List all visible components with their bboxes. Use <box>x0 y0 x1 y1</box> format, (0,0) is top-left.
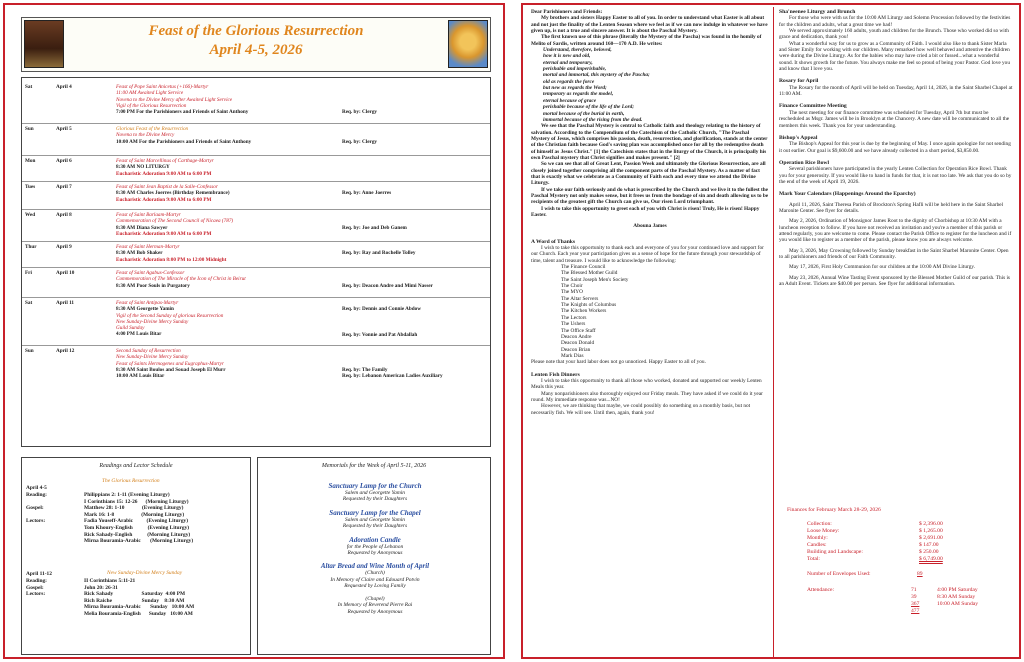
reading-value: Melia Bouramia-English Sunday 10:00 AM <box>84 610 193 617</box>
attendance-label: Attendance: <box>807 587 835 593</box>
schedule-divider <box>22 209 490 210</box>
memorial-line: (Church) <box>365 570 385 577</box>
calendar-item: May 17, 2026, First Holy Communion for our children at the 10:00 AM Divine Liturgy. <box>789 264 975 271</box>
column-divider <box>773 7 774 657</box>
schedule-day: Mon <box>25 158 36 164</box>
schedule-line: New Sunday-Divine Mercy Sunday <box>116 318 189 325</box>
schedule-line: Glorious Feast of the Resurrection <box>116 126 189 132</box>
schedule-line: 8:30 AM Saint Boulos and Souad Joseph El Murr <box>116 366 226 373</box>
reading-row <box>26 525 250 532</box>
reading-row <box>26 492 250 499</box>
schedule-line: 8:30 AM Georgette Yamin <box>116 306 174 313</box>
schedule-line: Feast of Saints Hermogenes and Eugraphus-Martyr <box>116 360 224 367</box>
memorials-title: Memorials for the Week of April 5-11, 2026 <box>321 463 427 469</box>
attendance-count: 477 <box>911 608 920 614</box>
schedule-day: Thur <box>25 244 37 250</box>
schedule-divider <box>22 123 490 124</box>
schedule-line: Feast of Saint Agabus-Confessor <box>116 270 185 276</box>
finance-amount: $ 250.00 <box>919 549 939 555</box>
schedule-events <box>116 300 336 338</box>
memorial-heading: Adoration Candle <box>349 535 401 544</box>
schedule-date: April 9 <box>56 244 72 250</box>
memorial-line: Requested by their Daughters <box>342 523 408 530</box>
calendar-item: May 23, 2026, Annual Wine Tasting Event sponsored by the Blessed Mother Guild of our parish. This is an Adult Event. Tickets are $40.00 per person. See flyer for additional information. <box>779 274 1010 288</box>
schedule-request: Req. by: Vonnie and Pat Abdallah <box>342 331 418 338</box>
poem-line: but new as regards the Word; <box>543 85 607 92</box>
thanks-list <box>531 264 769 359</box>
fish-p2: Many nonparishioners also thoroughly enjoyed our Friday meals. They have asked if we could do it year round. My immediate response was...NO! <box>531 390 763 403</box>
right-page <box>521 3 1021 659</box>
letter-p4: So we can see that all of Great Lent, Passion Week and ultimately the Glorious Resurrection, are all closely joined together comprising all the component parts of the Paschal Mystery. As a matter of fact that is exactly what we celebrate as a Community of Faith each and every time we attend the Divine Liturgy. <box>531 161 766 187</box>
thanks-title: A Word of Thanks <box>531 238 576 245</box>
appeal-p1: The Bishop's Appeal for this year is due by the beginning of May. I once again apologize for not sending it out earlier. Our goal is $9,600.00 and we have already collected in a short period, $3,850.00. <box>779 141 1011 154</box>
left-column <box>531 9 769 657</box>
thanks-item: The Kitchen Workers <box>561 308 607 315</box>
memorial-line: Requested by Anonymous <box>347 550 403 557</box>
calendar-item: April 11, 2026, Saint Theresa Parish of Brockton's Spring Hafli will be held here in the Saint Sharbel Maronite Center. See flyer for details. <box>779 201 1004 214</box>
schedule-request: Req. by: Joe and Deb Ganem <box>342 224 407 231</box>
memorial-line: Requested by Anonymous <box>347 608 403 615</box>
schedule-date: April 4 <box>56 84 72 90</box>
schedule-line: Feast of Saint Herman-Martyr <box>116 244 180 250</box>
schedule-divider <box>22 345 490 346</box>
schedule-request: Req. by: Ray and Rochelle Tolley <box>342 250 416 257</box>
fish-title: Lenten Fish Dinners <box>531 371 580 378</box>
reading-row <box>26 538 250 545</box>
ricebowl-p1: Several parishioners have participated in the yearly Lenten Collection for Operation Rice Bowl. Thank you for your generosity. If you would like to hand in funds for that, it is not too late. We ask that you do so by the end of the week of April 19, 2026. <box>779 166 1012 185</box>
finance-amount: $ 147.00 <box>919 542 939 548</box>
reading-label: Gospel: <box>26 584 44 591</box>
schedule-line: Eucharistic Adoration 8:00 PM to 12:00 Midnight <box>116 256 227 263</box>
reading-value: Mark 16: 1-8 (Morning Liturgy) <box>84 511 185 518</box>
reading-value: Mirna Bouramia-Arabic (Morning Liturgy) <box>84 538 194 545</box>
readings-subtitle-1: The Glorious Resurrection <box>102 478 160 484</box>
letter-p2: The first known use of this phrase (literally the Mystery of the Pascha) was found in the homily of Melito of Sardis, written around 160—170 A.D. He writes: <box>531 34 762 47</box>
ricebowl-title: Operation Rice Bowl <box>779 159 830 166</box>
schedule-line: 11:00 AM Awaited Light Service <box>116 90 184 97</box>
schedule-line: 8:30 AM NO LITURGY <box>116 164 170 171</box>
calendar-title: Mark Your Calendars (Happenings Around the Eparchy) <box>779 191 916 198</box>
memorial-heading: Altar Bread and Wine Month of April <box>320 562 430 571</box>
reading-row <box>26 578 250 585</box>
schedule-line: 8:30 AM Bob Shaker <box>116 250 163 257</box>
letter-salutation: Dear Parishioners and Friends: <box>531 9 603 15</box>
schedule-request: Req. by: The Family <box>342 366 388 373</box>
schedule-divider <box>22 155 490 156</box>
rosary-title: Rosary for April <box>779 78 819 85</box>
schedule-date: April 5 <box>56 126 72 132</box>
poem-line: perishable and imperishable, <box>543 66 607 73</box>
schedule-line: Commemoration of The Second Council of Nicaea (787) <box>116 218 234 225</box>
attendance-service: 10:00 AM Sunday <box>937 601 979 607</box>
reading-row <box>26 604 250 611</box>
finance-label: Collection: <box>807 521 832 527</box>
poem-line: temporary as regards the model, <box>543 91 614 98</box>
header-title: Feast of the Glorious Resurrection April 4-5, 2026 <box>148 23 364 58</box>
finance-label: Building and Landscape: <box>807 549 863 555</box>
schedule-day: Fri <box>25 270 32 276</box>
schedule-day: Sun <box>25 126 34 132</box>
memorial-line: In Memory of Reverend Pierre Rai <box>337 602 413 609</box>
calendar-item: May 2, 2026, Ordination of Monsignor James Root to the dignity of Chorbishop at 10:30 AM with a luncheon reception to follow. If you have not received an invitation and you're a member of this parish or attend regularly, you are welcome to come. Please contact the Parish Office to register for the luncheon and if you would like to register as a member of the parish, please know you are always welcome. <box>779 218 1012 244</box>
memorial-line: (Chapel) <box>365 596 385 603</box>
thanks-item: The Ushers <box>561 321 586 328</box>
reading-value: Tom Khoury-English (Evening Liturgy) <box>84 524 190 531</box>
finances-box <box>779 501 1013 657</box>
reading-value: I Corinthians 15: 12-26 (Morning Liturgy) <box>84 498 189 505</box>
attendance-service: 4:00 PM Saturday <box>937 587 978 593</box>
rosary-p1: The Rosary for the month of April will be held on Tuesday, April 14, 2026, in the Saint Sharbel Chapel at 11:00 AM. <box>779 84 1013 98</box>
schedule-line: Feast of Pope Saint Anicetus (+166)-Martyr <box>116 84 209 90</box>
thanks-item: The Knights of Columbus <box>561 302 617 309</box>
schedule-date: April 8 <box>56 212 72 218</box>
schedule-request: Req. by: Deacon Andre and Mimi Nasser <box>342 282 433 289</box>
thanks-item: The Altar Servers <box>561 295 599 302</box>
letter-poem <box>531 47 769 123</box>
schedule-line: New Sunday-Divine Mercy Sunday <box>116 354 189 361</box>
reading-value: II Corinthians 5:11-21 <box>84 578 136 584</box>
reading-label: Reading: <box>26 578 47 584</box>
schedule-events <box>116 212 336 237</box>
schedule-line: Feast of Saint Jean Baptist de la Salle-Confessor <box>116 184 218 190</box>
poem-line: mortal because of the burial in earth, <box>543 110 625 117</box>
readings-subtitle-2: New Sunday-Divine Mercy Sunday <box>107 570 183 576</box>
schedule-events <box>116 126 336 145</box>
memorial-line: In Memory of Claire and Edouard Potvin <box>330 576 420 583</box>
envelopes-label: Number of Envelopes Used: <box>807 571 871 577</box>
finance-label: Total: <box>807 556 820 562</box>
thanks-item: Mark Dias <box>561 352 584 359</box>
schedule-line: Commemoration of The Miracle of the Icon of Christ in Beirut <box>116 276 246 283</box>
memorials-box <box>257 457 491 655</box>
reading-value: Fadia Youseff-Arabic (Evening Liturgy) <box>84 518 189 525</box>
memorial-line: Requested by their Daughters <box>342 496 408 503</box>
schedule-request: Req. by: Clergy <box>342 138 378 145</box>
readings-date-1: April 4-5 <box>26 485 47 491</box>
schedule-request: Req. by: Anne Joerres <box>342 190 392 197</box>
schedule-divider <box>22 181 490 182</box>
brunch-p2: We served approximately 160 adults, youth and children for the Brunch. Those who worked did so with grace and dedication, thank you! <box>779 28 1009 41</box>
letter-p5: If we take our faith seriously and do what is prescribed by the Church and we live it to the fullest the Paschal Mystery not only makes sense, but it frees us from the bondage of sin and death allowing us to be recipients of the greatest gift the Church can give us, Our risen Lord triumphant. <box>531 186 769 206</box>
finance-amount: $ 2,396.00 <box>919 521 943 527</box>
poem-line: perishable because of the life of the Lord; <box>543 104 635 111</box>
fish-p1: I wish to take this opportunity to thank all those who worked, donated and supported our weekly Lenten Meals this year. <box>531 377 762 391</box>
poem-line: immortal because of the rising from the dead. <box>543 116 643 123</box>
schedule-line: Novena to the Divine Mercy after Awaited Light Service <box>116 96 233 103</box>
thanks-item: The Office Staff <box>561 327 596 334</box>
reading-label: Lectors: <box>26 518 46 525</box>
schedule-line: 10:00 AM For the Parishioners and Friends of Saint Anthony <box>116 138 252 145</box>
finance-title: Finance Committee Meeting <box>779 103 847 110</box>
attendance-count: 39 <box>911 594 917 600</box>
calendar-list <box>779 202 1013 288</box>
schedule-line: Eucharistic Adoration 9:00 AM to 6:00 PM <box>116 170 212 177</box>
left-page <box>3 3 505 659</box>
brunch-p1: For those who were with us for the 10:00 AM Liturgy and Solemn Procession followed by the festivities for the children and adults, what a great time we had! <box>779 15 1011 28</box>
reading-value: Matthew 28: 1-10 (Evening Liturgy) <box>84 505 184 512</box>
schedule-line: Novena to the Divine Mercy <box>116 132 175 139</box>
memorial-line: Salem and Georgette Yamin <box>345 516 405 523</box>
finances-title: Finances for February March 28-29, 2026 <box>787 507 881 513</box>
envelopes-count: 89 <box>917 571 923 577</box>
reading-value: Rich Raiche Sunday 8:30 AM <box>84 597 185 604</box>
schedule-events <box>116 184 336 203</box>
schedule-request: Req. by: Lebanon American Ladies Auxiliary <box>342 373 443 380</box>
reading-value: Philippians 2: 1-11 (Evening Liturgy) <box>84 492 170 498</box>
schedule-divider <box>22 241 490 242</box>
schedule-events <box>116 244 336 263</box>
bulletin-header <box>21 17 491 72</box>
schedule-events <box>116 84 336 115</box>
reading-value: Rick Sahady-English (Morning Liturgy) <box>84 531 191 538</box>
memorial-heading: Sanctuary Lamp for the Church <box>328 482 422 490</box>
saint-icon <box>24 20 64 68</box>
poem-line: how it is new and old, <box>543 53 591 60</box>
schedule-line: Second Sunday of Resurrection <box>116 348 181 354</box>
fish-p3: However, we are thinking that maybe, we could possibly do something on a monthly basis, but not necessarily fish. We will see. Until then, again, thank you! <box>531 403 751 416</box>
reading-label: Gospel: <box>26 505 44 512</box>
thanks-item: Deacon Andre <box>561 333 592 340</box>
schedule-line: 8:30 AM Charles Joerres (Birthday Remembrance) <box>116 190 230 197</box>
schedule-line: Feast of Saint Antipas-Martyr <box>116 300 179 306</box>
poem-line: old as regards the force <box>543 78 595 85</box>
letter-p1: My brothers and sisters Happy Easter to all of you. In order to understand what Easter is all about and not just the finality of the Lenten Season where we feel as if we can now indulge in whatever we have given up, is not a true and sincere answer. It is about the Paschal Mystery. <box>531 15 768 35</box>
schedule-events <box>116 270 336 289</box>
reading-row <box>26 591 250 598</box>
brunch-p3: What a wonderful way for us to grow as a Community of Faith. I would also like to thank Sister Marla and Sister Emily for working with our children. Many remarked how well behaved and attentive the children were during the Divine Liturgy. As for the babies who may have cried a bit or fussed...what a wonderful sound. It shows growth for the future. You always make me feel so proud of being your Pastor. God love you and know that I love you. <box>779 40 1010 73</box>
thanks-item: The Blessed Mother Guild <box>561 270 618 277</box>
schedule-request: Req. by: Clergy <box>342 109 378 116</box>
schedule-day: Tues <box>25 184 36 190</box>
finance-amount: $ 2,691.00 <box>919 535 943 541</box>
schedule-line: Eucharistic Adoration 9:00 AM to 6:00 PM <box>116 230 212 237</box>
reading-row <box>26 505 250 512</box>
schedule-line: Vigil of the Glorious Resurrection <box>116 102 187 109</box>
schedule-line: Eucharistic Adoration 9:00 AM to 6:00 PM <box>116 196 212 203</box>
schedule-line: Vigil of the Second Sunday of glorious Resurrection <box>116 312 224 319</box>
schedule-line: 7:00 PM For the Parishioners and Friends of Saint Anthony <box>116 109 249 116</box>
thanks-p1: I wish to take this opportunity to thank each and everyone of you for your continued love and support for our Church. Each year your participation gives us a sense of hope for the future through your stewardship of time, talent and treasure. I would like to acknowledge the following: <box>531 245 764 264</box>
schedule-line: 8:30 AM Diana Sawyer <box>116 224 168 231</box>
schedule-divider <box>22 297 490 298</box>
thanks-item: The Lectors <box>561 314 587 321</box>
memorial-line: Salem and Georgette Yamin <box>345 490 405 496</box>
poem-line: Understand, therefore, beloved, <box>543 47 612 54</box>
readings-date-2: April 11-12 <box>26 571 52 577</box>
schedule-day: Sun <box>25 348 34 354</box>
schedule-events <box>116 348 336 379</box>
attendance-service: 8:30 AM Sunday <box>937 594 976 600</box>
attendance-count: 71 <box>911 587 917 593</box>
schedule-divider <box>22 267 490 268</box>
thanks-item: The Finance Council <box>561 264 606 271</box>
thanks-p2: Please note that your hard labor does not go unnoticed. Happy Easter to all of you. <box>531 359 706 366</box>
letter-p3: We see that the Paschal Mystery is central to Catholic faith and theology relating to the history of salvation. According to the Compendium of the Catechism of the Catholic Church, "The Paschal Mystery of Jesus, which comprises his passion, death, resurrection, and glorification, stands at the center of the Christian faith because God's saving plan was accomplished once for all by the redemptive death of himself as Jesus Christ." [1] the Catechism states that in the liturgy of the Church, it is principally his own Paschal mystery that Christ signifies and makes present." [2] <box>531 123 768 161</box>
schedule-day: Sat <box>25 84 33 90</box>
poem-line: eternal and temporary, <box>543 59 593 66</box>
finance-amount: $ 6,749.00 <box>919 556 943 562</box>
finance-label: Loose Money: <box>807 528 840 534</box>
schedule-request: Req. by: Dennis and Connie Abdow <box>342 306 421 313</box>
reading-label: Lectors: <box>26 591 46 598</box>
reading-value: John 20: 26-31 <box>84 584 118 591</box>
brunch-title: Sha'neenee Liturgy and Brunch <box>779 9 856 15</box>
schedule-date: April 12 <box>56 348 75 354</box>
readings-title: Readings and Lector Schedule <box>99 463 173 469</box>
schedule-events <box>116 158 336 177</box>
thanks-item: Deacon Donald <box>561 340 595 347</box>
thanks-item: Deacon Brian <box>561 346 591 353</box>
memorial-line: for the People of Lebanon <box>346 543 404 550</box>
appeal-title: Bishop's Appeal <box>779 134 818 141</box>
schedule-date: April 10 <box>56 270 75 276</box>
finance-label: Monthly: <box>807 535 828 541</box>
schedule-day: Wed <box>25 212 36 218</box>
reading-row <box>26 598 250 605</box>
finance-label: Candles: <box>807 542 827 548</box>
schedule-line: Feast of Saint Barlaam-Martyr <box>116 212 181 218</box>
attendance-count: 367 <box>911 601 920 607</box>
letter-p6: I wish to take this opportunity to greet each of you with Christ is risen! Truly, He is risen! Happy Easter. <box>531 205 760 218</box>
schedule-date: April 11 <box>56 300 75 306</box>
schedule-date: April 7 <box>56 184 72 190</box>
thanks-item: The MYO <box>561 289 583 296</box>
schedule-line: 8:30 AM Poor Souls in Purgatory <box>116 282 190 289</box>
schedule-date: April 6 <box>56 158 72 164</box>
reading-value: Mirna Bouramia-Arabic Sunday 10:00 AM <box>84 604 195 611</box>
reading-label: Reading: <box>26 492 47 498</box>
schedule-line: Guild Sunday <box>116 325 145 332</box>
reading-row <box>26 611 250 618</box>
resurrection-icon <box>448 20 488 68</box>
reading-row <box>26 518 250 525</box>
poem-line: eternal because of grace <box>543 97 597 104</box>
reading-value: Rick Sahady Saturday 4:00 PM <box>84 591 186 598</box>
readings-box <box>21 457 251 655</box>
letter-signature: Abouna James <box>633 223 667 230</box>
mass-schedule <box>21 77 491 447</box>
thanks-item: The Saint Joseph Men's Society <box>561 276 629 283</box>
memorial-heading: Sanctuary Lamp for the Chapel <box>329 508 421 517</box>
calendar-item: May 3, 2026, May Crowning followed by Sunday breakfast in the Saint Sharbel Maronite Center. Open to all parishioners and friends of our Faith Community. <box>779 247 1009 260</box>
schedule-line: 4:00 PM Louis Bitar <box>116 331 162 338</box>
finance-p1: The next meeting for our finance committee was scheduled for Tuesday, April 7th but must be rescheduled as Msgr. James will be in Brooklyn at the Chancery. A new date will be communicated to all the members this week. Thank you for your understanding. <box>779 109 1010 129</box>
schedule-line: 10:00 AM Louis Bitar <box>116 373 165 380</box>
poem-line: mortal and immortal, this mystery of the Pascha; <box>543 72 650 79</box>
finance-amount: $ 1,265.00 <box>919 528 943 534</box>
reading-row <box>26 585 250 592</box>
memorial-line: Requested by Loving Family <box>344 583 406 590</box>
schedule-line: Feast of Saint Marcellinus of Carthage-Martyr <box>116 158 214 164</box>
schedule-day: Sat <box>25 300 33 306</box>
thanks-item: The Choir <box>561 283 583 290</box>
